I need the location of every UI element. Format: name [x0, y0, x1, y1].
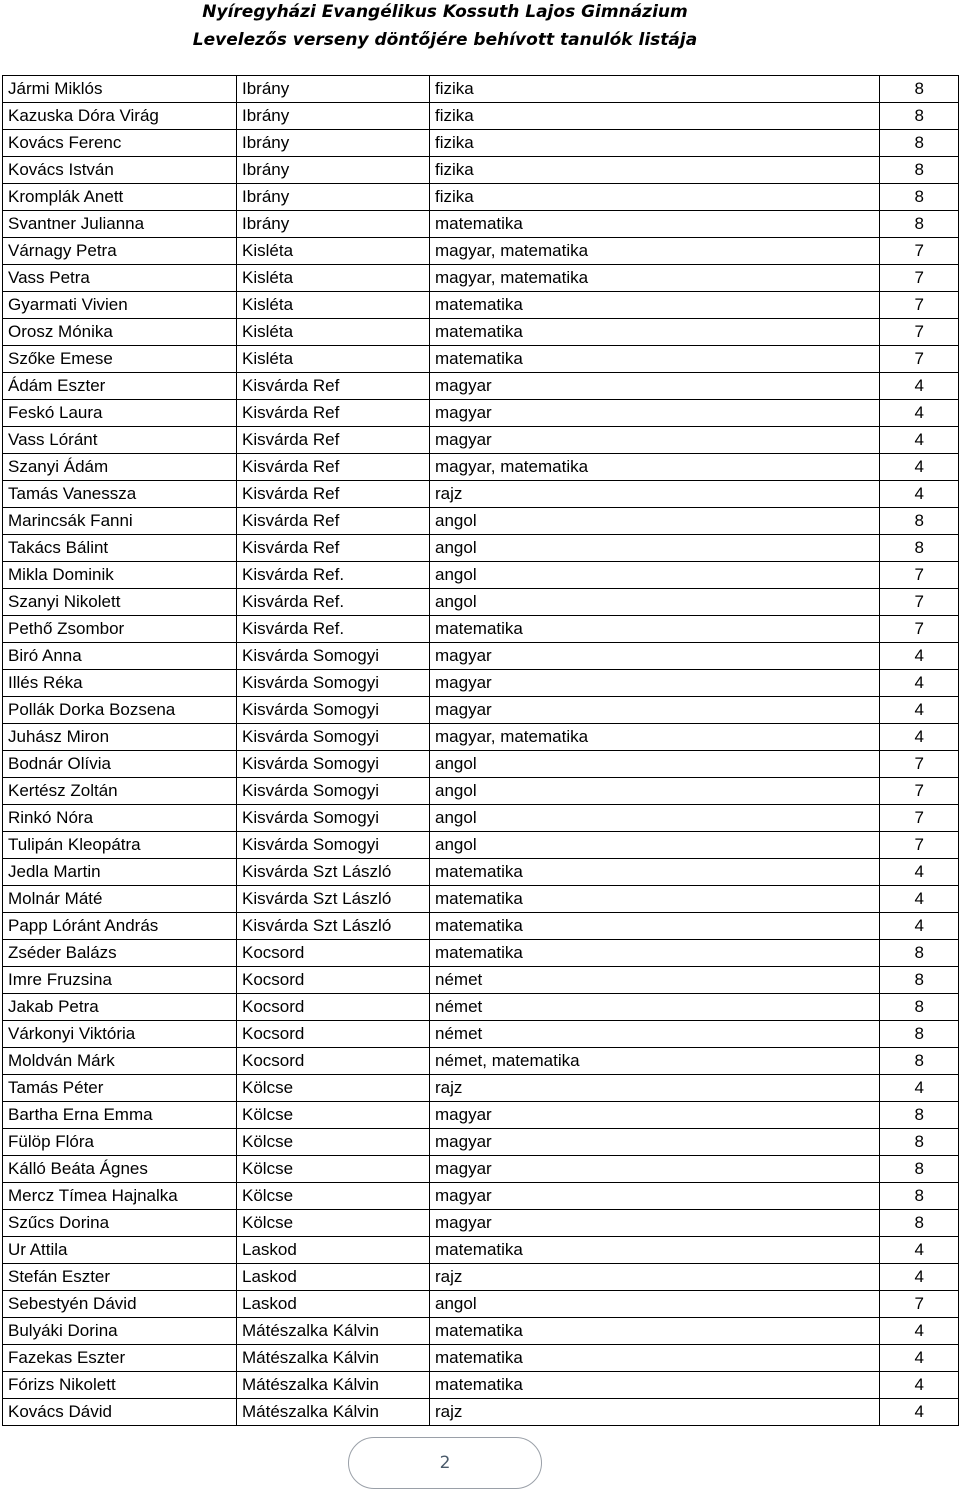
student-name-cell: Vass Lóránt — [3, 427, 237, 454]
table-row — [3, 562, 959, 589]
grade-cell: 7 — [880, 238, 959, 265]
student-name-cell: Mercz Tímea Hajnalka — [3, 1183, 237, 1210]
grade-cell: 4 — [880, 481, 959, 508]
table-row — [3, 724, 959, 751]
grade-cell: 8 — [880, 1048, 959, 1075]
subject-cell: fizika — [430, 157, 880, 184]
grade-cell: 8 — [880, 211, 959, 238]
subject-cell: magyar — [430, 1102, 880, 1129]
subject-cell: fizika — [430, 103, 880, 130]
subject-cell: angol — [430, 562, 880, 589]
table-row — [3, 913, 959, 940]
school-cell: Kisvárda Ref — [237, 508, 430, 535]
student-name-cell: Feskó Laura — [3, 400, 237, 427]
grade-cell: 7 — [880, 562, 959, 589]
grade-cell: 7 — [880, 265, 959, 292]
student-name-cell: Tamás Péter — [3, 1075, 237, 1102]
grade-cell: 7 — [880, 319, 959, 346]
student-name-cell: Kazuska Dóra Virág — [3, 103, 237, 130]
table-row — [3, 184, 959, 211]
table-row — [3, 1210, 959, 1237]
table-row — [3, 832, 959, 859]
grade-cell: 8 — [880, 535, 959, 562]
school-cell: Laskod — [237, 1237, 430, 1264]
grade-cell: 7 — [880, 1291, 959, 1318]
student-name-cell: Bodnár Olívia — [3, 751, 237, 778]
school-cell: Kölcse — [237, 1129, 430, 1156]
grade-cell: 8 — [880, 1102, 959, 1129]
grade-cell: 7 — [880, 805, 959, 832]
table-row — [3, 454, 959, 481]
school-cell: Kisvárda Ref — [237, 454, 430, 481]
grade-cell: 8 — [880, 508, 959, 535]
grade-cell: 4 — [880, 643, 959, 670]
subject-cell: magyar — [430, 670, 880, 697]
school-cell: Kisvárda Szt László — [237, 859, 430, 886]
student-name-cell: Takács Bálint — [3, 535, 237, 562]
student-name-cell: Mikla Dominik — [3, 562, 237, 589]
school-cell: Kölcse — [237, 1156, 430, 1183]
table-row — [3, 103, 959, 130]
subject-cell: magyar — [430, 373, 880, 400]
grade-cell: 8 — [880, 157, 959, 184]
school-cell: Kisvárda Somogyi — [237, 832, 430, 859]
school-cell: Kisvárda Ref. — [237, 616, 430, 643]
subject-cell: matematika — [430, 1345, 880, 1372]
subject-cell: angol — [430, 535, 880, 562]
subject-cell: matematika — [430, 1237, 880, 1264]
subject-cell: német, matematika — [430, 1048, 880, 1075]
table-row — [3, 1183, 959, 1210]
table-row — [3, 616, 959, 643]
grade-cell: 4 — [880, 454, 959, 481]
student-name-cell: Tamás Vanessza — [3, 481, 237, 508]
school-cell: Kocsord — [237, 1021, 430, 1048]
subject-cell: rajz — [430, 1075, 880, 1102]
subject-cell: magyar, matematika — [430, 238, 880, 265]
grade-cell: 4 — [880, 1264, 959, 1291]
school-cell: Kisvárda Szt László — [237, 913, 430, 940]
student-name-cell: Molnár Máté — [3, 886, 237, 913]
table-row — [3, 1264, 959, 1291]
subject-cell: magyar, matematika — [430, 724, 880, 751]
student-name-cell: Kovács Ferenc — [3, 130, 237, 157]
subject-cell: angol — [430, 508, 880, 535]
grade-cell: 4 — [880, 859, 959, 886]
student-name-cell: Papp Lóránt András — [3, 913, 237, 940]
student-name-cell: Ádám Eszter — [3, 373, 237, 400]
school-cell: Kisvárda Somogyi — [237, 724, 430, 751]
grade-cell: 4 — [880, 913, 959, 940]
school-cell: Kisvárda Somogyi — [237, 751, 430, 778]
subject-cell: matematika — [430, 211, 880, 238]
subject-cell: magyar — [430, 1156, 880, 1183]
school-cell: Kisvárda Szt László — [237, 886, 430, 913]
school-cell: Kisvárda Somogyi — [237, 697, 430, 724]
subject-cell: angol — [430, 778, 880, 805]
table-row — [3, 643, 959, 670]
student-table — [2, 75, 959, 1426]
table-row — [3, 940, 959, 967]
student-name-cell: Szanyi Nikolett — [3, 589, 237, 616]
grade-cell: 4 — [880, 373, 959, 400]
school-cell: Kocsord — [237, 967, 430, 994]
school-cell: Kisléta — [237, 346, 430, 373]
student-name-cell: Imre Fruzsina — [3, 967, 237, 994]
table-row — [3, 1291, 959, 1318]
table-row — [3, 1075, 959, 1102]
student-table-body — [3, 76, 959, 1426]
school-cell: Kocsord — [237, 1048, 430, 1075]
subject-cell: német — [430, 967, 880, 994]
student-name-cell: Bartha Erna Emma — [3, 1102, 237, 1129]
student-name-cell: Jedla Martin — [3, 859, 237, 886]
table-row — [3, 346, 959, 373]
grade-cell: 4 — [880, 1318, 959, 1345]
grade-cell: 8 — [880, 103, 959, 130]
table-row — [3, 589, 959, 616]
student-name-cell: Orosz Mónika — [3, 319, 237, 346]
subject-cell: matematika — [430, 859, 880, 886]
subject-cell: magyar — [430, 1129, 880, 1156]
table-row — [3, 319, 959, 346]
table-row — [3, 1048, 959, 1075]
grade-cell: 4 — [880, 400, 959, 427]
subject-cell: magyar — [430, 1183, 880, 1210]
subject-cell: fizika — [430, 76, 880, 103]
student-name-cell: Svantner Julianna — [3, 211, 237, 238]
grade-cell: 4 — [880, 427, 959, 454]
grade-cell: 4 — [880, 1075, 959, 1102]
student-name-cell: Fazekas Eszter — [3, 1345, 237, 1372]
table-row — [3, 481, 959, 508]
school-cell: Ibrány — [237, 130, 430, 157]
subject-cell: matematika — [430, 292, 880, 319]
school-cell: Kölcse — [237, 1102, 430, 1129]
table-row — [3, 211, 959, 238]
student-name-cell: Jakab Petra — [3, 994, 237, 1021]
page-number: 2 — [348, 1437, 542, 1489]
grade-cell: 8 — [880, 967, 959, 994]
subject-cell: magyar — [430, 400, 880, 427]
subject-cell: fizika — [430, 130, 880, 157]
grade-cell: 8 — [880, 1210, 959, 1237]
table-row — [3, 400, 959, 427]
student-name-cell: Juhász Miron — [3, 724, 237, 751]
table-row — [3, 670, 959, 697]
subject-cell: angol — [430, 1291, 880, 1318]
table-row — [3, 130, 959, 157]
school-cell: Kisvárda Ref — [237, 400, 430, 427]
subject-cell: fizika — [430, 184, 880, 211]
school-cell: Ibrány — [237, 103, 430, 130]
school-cell: Kölcse — [237, 1075, 430, 1102]
table-row — [3, 265, 959, 292]
school-cell: Mátészalka Kálvin — [237, 1399, 430, 1426]
school-cell: Kisvárda Ref — [237, 373, 430, 400]
school-cell: Kisléta — [237, 238, 430, 265]
student-name-cell: Kromplák Anett — [3, 184, 237, 211]
school-cell: Kölcse — [237, 1210, 430, 1237]
student-name-cell: Pollák Dorka Bozsena — [3, 697, 237, 724]
list-title: Levelezős verseny döntőjére behívott tanulók listája — [192, 30, 698, 50]
school-cell: Kölcse — [237, 1183, 430, 1210]
table-row — [3, 778, 959, 805]
table-row — [3, 535, 959, 562]
subject-cell: matematika — [430, 346, 880, 373]
grade-cell: 8 — [880, 940, 959, 967]
subject-cell: matematika — [430, 616, 880, 643]
student-name-cell: Illés Réka — [3, 670, 237, 697]
subject-cell: angol — [430, 751, 880, 778]
table-row — [3, 1237, 959, 1264]
school-cell: Kisléta — [237, 265, 430, 292]
student-name-cell: Biró Anna — [3, 643, 237, 670]
student-name-cell: Kertész Zoltán — [3, 778, 237, 805]
subject-cell: angol — [430, 589, 880, 616]
student-name-cell: Sebestyén Dávid — [3, 1291, 237, 1318]
school-cell: Kocsord — [237, 940, 430, 967]
school-cell: Kisvárda Ref. — [237, 589, 430, 616]
grade-cell: 7 — [880, 589, 959, 616]
grade-cell: 4 — [880, 1372, 959, 1399]
student-name-cell: Szőke Emese — [3, 346, 237, 373]
school-cell: Kisléta — [237, 292, 430, 319]
school-cell: Ibrány — [237, 157, 430, 184]
student-name-cell: Tulipán Kleopátra — [3, 832, 237, 859]
grade-cell: 8 — [880, 994, 959, 1021]
grade-cell: 7 — [880, 778, 959, 805]
student-name-cell: Kovács István — [3, 157, 237, 184]
subject-cell: magyar — [430, 427, 880, 454]
grade-cell: 7 — [880, 616, 959, 643]
student-name-cell: Zséder Balázs — [3, 940, 237, 967]
grade-cell: 7 — [880, 292, 959, 319]
school-cell: Kisléta — [237, 319, 430, 346]
subject-cell: matematika — [430, 940, 880, 967]
school-cell: Kisvárda Ref. — [237, 562, 430, 589]
grade-cell: 8 — [880, 1129, 959, 1156]
table-row — [3, 427, 959, 454]
school-cell: Kisvárda Ref — [237, 481, 430, 508]
table-row — [3, 1129, 959, 1156]
school-cell: Kisvárda Somogyi — [237, 778, 430, 805]
table-row — [3, 967, 959, 994]
table-row — [3, 373, 959, 400]
student-name-cell: Kálló Beáta Ágnes — [3, 1156, 237, 1183]
school-cell: Mátészalka Kálvin — [237, 1345, 430, 1372]
table-row — [3, 1372, 959, 1399]
table-row — [3, 805, 959, 832]
subject-cell: matematika — [430, 913, 880, 940]
subject-cell: matematika — [430, 319, 880, 346]
school-cell: Ibrány — [237, 211, 430, 238]
subject-cell: rajz — [430, 1264, 880, 1291]
school-cell: Mátészalka Kálvin — [237, 1372, 430, 1399]
grade-cell: 8 — [880, 130, 959, 157]
grade-cell: 8 — [880, 1156, 959, 1183]
school-title: Nyíregyházi Evangélikus Kossuth Lajos Gimnázium — [202, 2, 688, 22]
table-row — [3, 1156, 959, 1183]
grade-cell: 4 — [880, 1399, 959, 1426]
subject-cell: rajz — [430, 1399, 880, 1426]
grade-cell: 7 — [880, 832, 959, 859]
student-name-cell: Ur Attila — [3, 1237, 237, 1264]
subject-cell: magyar — [430, 643, 880, 670]
grade-cell: 7 — [880, 751, 959, 778]
grade-cell: 4 — [880, 1345, 959, 1372]
table-row — [3, 994, 959, 1021]
table-row — [3, 751, 959, 778]
subject-cell: matematika — [430, 1318, 880, 1345]
grade-cell: 7 — [880, 346, 959, 373]
subject-cell: német — [430, 1021, 880, 1048]
school-cell: Kisvárda Somogyi — [237, 670, 430, 697]
student-name-cell: Bulyáki Dorina — [3, 1318, 237, 1345]
grade-cell: 4 — [880, 697, 959, 724]
student-name-cell: Rinkó Nóra — [3, 805, 237, 832]
table-row — [3, 1318, 959, 1345]
subject-cell: magyar, matematika — [430, 454, 880, 481]
table-row — [3, 157, 959, 184]
grade-cell: 4 — [880, 724, 959, 751]
student-name-cell: Szűcs Dorina — [3, 1210, 237, 1237]
grade-cell: 4 — [880, 886, 959, 913]
school-cell: Mátészalka Kálvin — [237, 1318, 430, 1345]
subject-cell: rajz — [430, 481, 880, 508]
subject-cell: magyar — [430, 1210, 880, 1237]
student-name-cell: Jármi Miklós — [3, 76, 237, 103]
subject-cell: német — [430, 994, 880, 1021]
grade-cell: 8 — [880, 184, 959, 211]
school-cell: Ibrány — [237, 184, 430, 211]
student-name-cell: Marincsák Fanni — [3, 508, 237, 535]
table-row — [3, 1399, 959, 1426]
grade-cell: 8 — [880, 1021, 959, 1048]
grade-cell: 8 — [880, 76, 959, 103]
subject-cell: magyar — [430, 697, 880, 724]
table-row — [3, 292, 959, 319]
school-cell: Ibrány — [237, 76, 430, 103]
grade-cell: 4 — [880, 670, 959, 697]
school-cell: Kisvárda Somogyi — [237, 805, 430, 832]
table-row — [3, 1021, 959, 1048]
subject-cell: angol — [430, 832, 880, 859]
subject-cell: matematika — [430, 886, 880, 913]
student-name-cell: Várkonyi Viktória — [3, 1021, 237, 1048]
table-row — [3, 886, 959, 913]
student-name-cell: Kovács Dávid — [3, 1399, 237, 1426]
student-name-cell: Stefán Eszter — [3, 1264, 237, 1291]
student-name-cell: Gyarmati Vivien — [3, 292, 237, 319]
student-name-cell: Moldván Márk — [3, 1048, 237, 1075]
student-name-cell: Vass Petra — [3, 265, 237, 292]
table-row — [3, 697, 959, 724]
table-row — [3, 1102, 959, 1129]
subject-cell: magyar, matematika — [430, 265, 880, 292]
school-cell: Kisvárda Ref — [237, 535, 430, 562]
table-row — [3, 859, 959, 886]
subject-cell: matematika — [430, 1372, 880, 1399]
table-row — [3, 76, 959, 103]
student-name-cell: Szanyi Ádám — [3, 454, 237, 481]
school-cell: Kisvárda Somogyi — [237, 643, 430, 670]
school-cell: Kisvárda Ref — [237, 427, 430, 454]
grade-cell: 8 — [880, 1183, 959, 1210]
table-row — [3, 508, 959, 535]
school-cell: Laskod — [237, 1291, 430, 1318]
grade-cell: 4 — [880, 1237, 959, 1264]
table-row — [3, 238, 959, 265]
school-cell: Laskod — [237, 1264, 430, 1291]
school-cell: Kocsord — [237, 994, 430, 1021]
table-row — [3, 1345, 959, 1372]
student-name-cell: Fülöp Flóra — [3, 1129, 237, 1156]
subject-cell: angol — [430, 805, 880, 832]
student-name-cell: Várnagy Petra — [3, 238, 237, 265]
student-name-cell: Pethő Zsombor — [3, 616, 237, 643]
student-name-cell: Fórizs Nikolett — [3, 1372, 237, 1399]
